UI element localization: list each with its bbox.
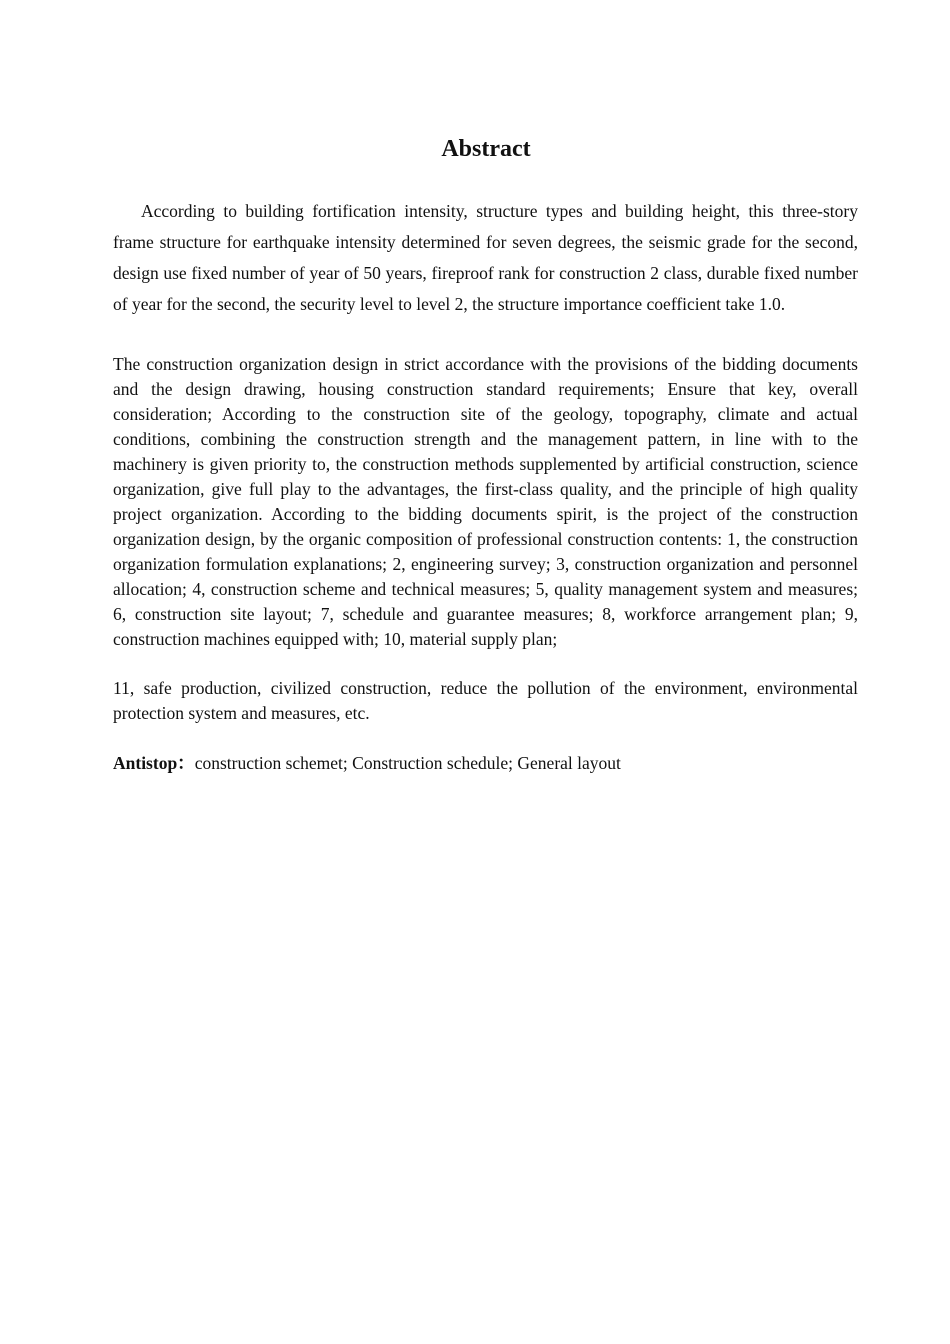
keywords-line [113,751,858,776]
abstract-paragraph-2: The construction organization design in strict accordance with the provisions of the bidding documents and the design drawing, housing construction standard requirements; Ensure that key, overall consideration; According to the construction site of the geology, topography, climate and actual conditions, combining the construction strength and the management pattern, in line with to the machinery is given priority to, the construction methods supplemented by artificial construction, science organization, give full play to the advantages, the first-class quality, and the principle of high quality project organization. According to the bidding documents spirit, is the project of the construction organization design, by the organic composition of professional construction contents: 1, the construction organization formulation explanations; 2, engineering survey; 3, construction organization and personnel allocation; 4, construction scheme and technical measures; 5, quality management system and measures; 6, construction site layout; 7, schedule and guarantee measures; 8, workforce arrangement plan; 9, construction machines equipped with; 10, material supply plan; [113,354,858,649]
abstract-paragraph-3: 11, safe production, civilized construction, reduce the pollution of the environment, environmental protection system and measures, etc. [113,678,858,723]
abstract-paragraph-1: According to building fortification intensity, structure types and building height, this three-story frame structure for earthquake intensity determined for seven degrees, the seismic grade for the second, design use fixed number of year of 50 years, fireproof rank for construction 2 class, durable fixed number of year for the second, the security level to level 2, the structure importance coefficient take 1.0. [113,201,858,314]
page-title: Abstract [441,136,531,162]
keywords-label: Antistop： [113,753,195,773]
keywords-text: construction schemet; Construction schedule; General layout [194,753,621,773]
